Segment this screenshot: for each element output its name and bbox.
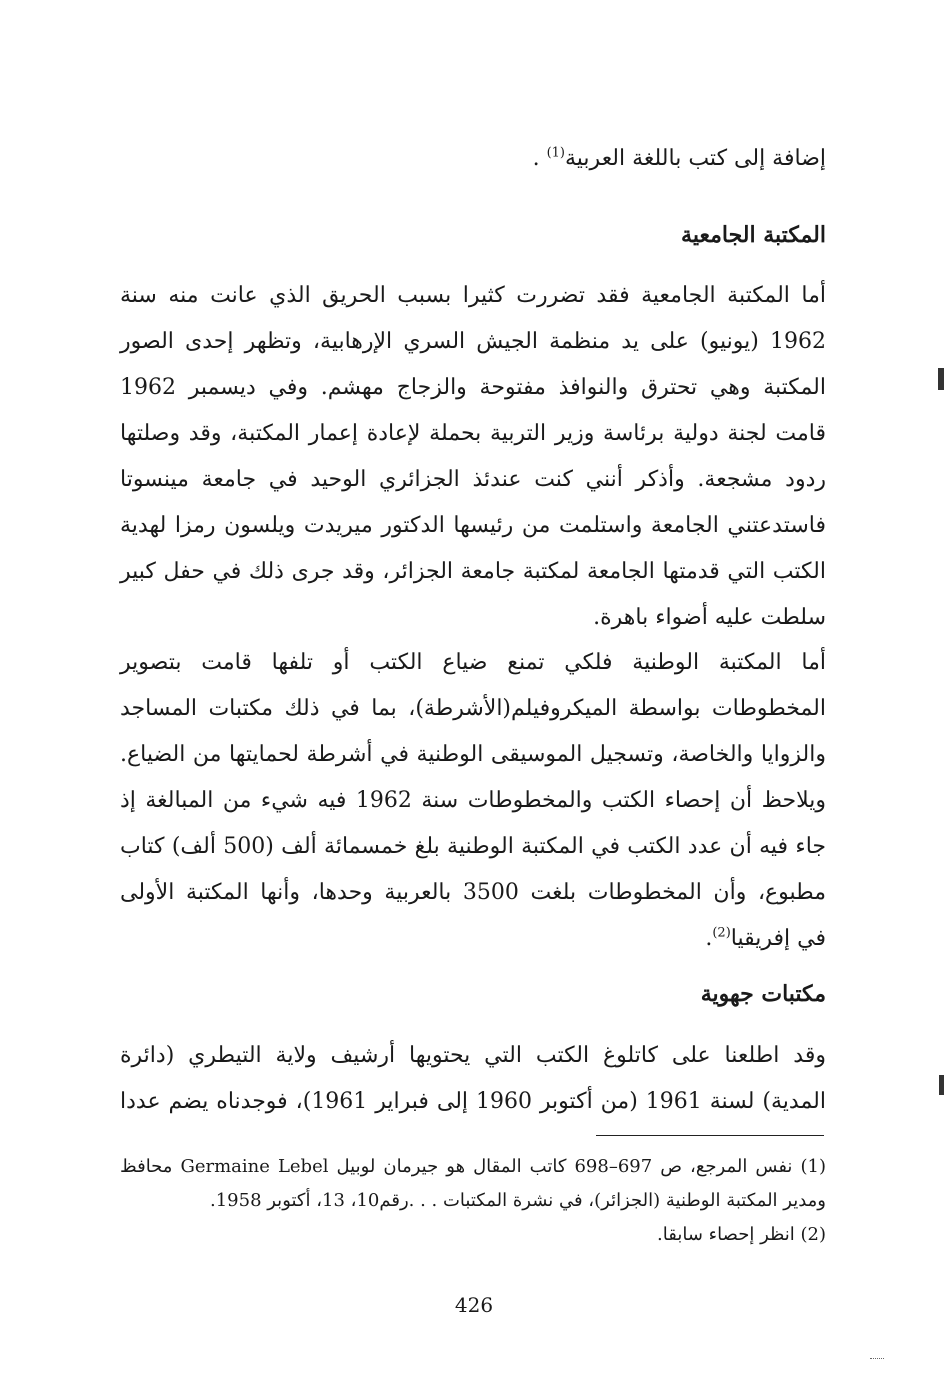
- paragraph-line: مطبوع، وأن المخطوطات بلغت 3500 بالعربية وحدها، وأنها المكتبة الأولى: [120, 880, 827, 905]
- paragraph-line: الكتب التي قدمتها الجامعة لمكتبة جامعة الجزائر، وقد جرى ذلك في حفل كبير: [120, 559, 826, 584]
- footnote-ref-2: (2): [712, 925, 731, 941]
- footnote-separator: [596, 1135, 824, 1136]
- page-number: 426: [454, 1293, 494, 1317]
- scan-speck: [870, 1358, 884, 1363]
- paragraph-line: المكتبة وهي تحترق والنوافذ مفتوحة والزجاج مهشم. وفي ديسمبر 1962: [120, 375, 826, 400]
- footnote-ref-1: (1): [546, 145, 565, 161]
- paragraph-line: المخطوطات بواسطة الميكروفيلم(الأشرطة)، بما في ذلك مكتبات المساجد: [120, 696, 826, 721]
- paragraph-line: سلطت عليه أضواء باهرة.: [593, 605, 826, 630]
- paragraph-line: ويلاحظ أن إحصاء الكتب والمخطوطات سنة 1962 فيه شيء من المبالغة إذ: [120, 788, 826, 813]
- paragraph-line: قامت لجنة دولية برئاسة وزير التربية بحملة لإعادة إعمار المكتبة، وقد وصلتها: [120, 421, 826, 446]
- section-heading-university-library: المكتبة الجامعية: [681, 222, 826, 248]
- paragraph-line: وقد اطلعنا على كاتلوغ الكتب التي يحتويها أرشيف ولاية التيطري (دائرة: [120, 1043, 826, 1068]
- paragraph-line: أما المكتبة الجامعية فقد تضررت كثيرا بسبب الحريق الذي عانت منه سنة: [120, 283, 826, 308]
- scan-edge-mark: [938, 368, 944, 390]
- paragraph-line: ردود مشجعة. وأذكر أنني كنت عندئذ الجزائري الوحيد في جامعة مينسوتا: [120, 467, 826, 492]
- paragraph-line: فاستدعتني الجامعة واستلمت من رئيسها الدكتور ميريدت ويلسون رمزا لهدية: [120, 513, 826, 538]
- intro-line: إضافة إلى كتب باللغة العربية$^{(1)}$ .: [532, 145, 826, 171]
- footnote-1-line-2: ومدير المكتبة الوطنية (الجزائر)، في نشرة المكتبات . . .رقم10، 13، أكتوبر 1958.: [209, 1190, 826, 1211]
- paragraph-line: أما المكتبة الوطنية فلكي تمنع ضياع الكتب أو تلفها قامت بتصوير: [120, 650, 826, 675]
- footnote-2: (2) انظر إحصاء سابقا.: [657, 1224, 826, 1245]
- paragraph-line: المدية) لسنة 1961 (من أكتوبر 1960 إلى فبراير 1961)، فوجدناه يضم عددا: [120, 1089, 826, 1114]
- paragraph-line: والزوايا والخاصة، وتسجيل الموسيقى الوطنية في أشرطة لحمايتها من الضياع.: [120, 742, 827, 767]
- paragraph-last-line: في إفريقيا$^{(2)}$.: [705, 925, 826, 951]
- paragraph-line: جاء فيه أن عدد الكتب في المكتبة الوطنية بلغ خمسمائة ألف (500 ألف) كتاب: [120, 834, 827, 859]
- paragraph-line: 1962 (يونيو) على يد منظمة الجيش السري الإرهابية، وتظهر إحدى الصور: [120, 329, 826, 354]
- footnote-1-line-1: (1) نفس المرجع، ص 697–698 كاتب المقال هو جيرمان لوبيل Germaine Lebel محافظ: [120, 1156, 826, 1177]
- section-heading-regional-libraries: مكتبات جهوية: [700, 981, 826, 1007]
- scan-edge-mark: [939, 1075, 944, 1095]
